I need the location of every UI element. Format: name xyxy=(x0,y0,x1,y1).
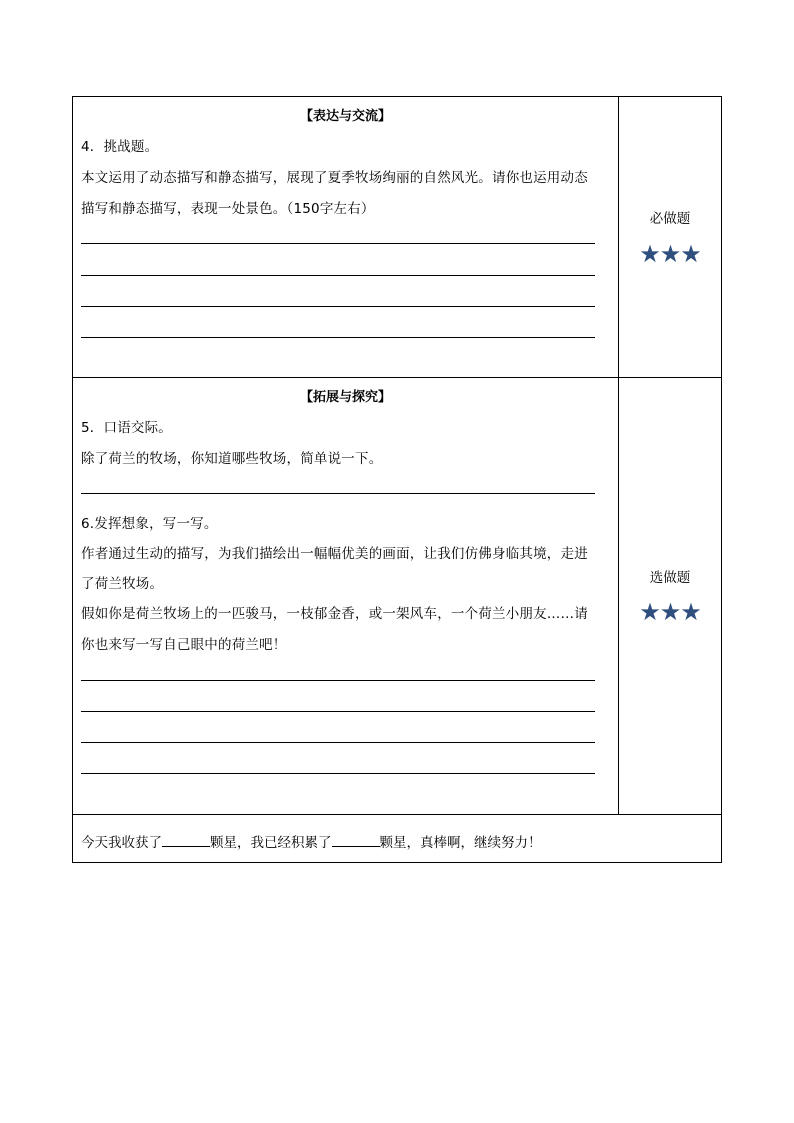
summary-part: 颗星，我已经积累了 xyxy=(210,835,332,851)
answer-line[interactable] xyxy=(81,337,595,338)
difficulty-cell xyxy=(619,378,721,814)
star-rating: ★★★ xyxy=(639,598,701,626)
optional-label: 选做题 xyxy=(649,570,691,586)
difficulty-cell xyxy=(619,97,721,377)
question-number: 4．挑战题。 xyxy=(81,139,159,155)
answer-line[interactable] xyxy=(81,306,595,307)
expression-section xyxy=(73,97,721,378)
summary-part: 今天我收获了 xyxy=(81,835,162,851)
summary-row xyxy=(73,815,721,862)
expression-content xyxy=(73,97,619,377)
summary-sentence xyxy=(81,831,542,851)
answer-line[interactable] xyxy=(81,711,595,712)
answer-line[interactable] xyxy=(81,680,595,681)
section-heading: 【拓展与探究】 xyxy=(299,390,391,405)
question-number: 6.发挥想象，写一写。 xyxy=(81,516,218,532)
stars-total-blank[interactable] xyxy=(332,835,380,847)
answer-line[interactable] xyxy=(81,742,595,743)
question-prompt: 描写和静态描写，表现一处景色。（150字左右） xyxy=(81,201,375,217)
required-label: 必做题 xyxy=(649,211,691,227)
question-prompt: 本文运用了动态描写和静态描写，展现了夏季牧场绚丽的自然风光。请你也运用动态 xyxy=(81,170,588,186)
answer-line[interactable] xyxy=(81,275,595,276)
question-prompt: 假如你是荷兰牧场上的一匹骏马，一枝郁金香，或一架风车，一个荷兰小朋友……请 xyxy=(81,606,588,622)
worksheet-table xyxy=(72,96,722,863)
answer-line[interactable] xyxy=(81,243,595,244)
section-heading: 【表达与交流】 xyxy=(299,109,391,124)
stars-earned-blank[interactable] xyxy=(162,835,210,847)
question-prompt: 除了荷兰的牧场，你知道哪些牧场，简单说一下。 xyxy=(81,451,383,467)
question-prompt: 你也来写一写自己眼中的荷兰吧！ xyxy=(81,637,287,653)
answer-line[interactable] xyxy=(81,493,595,494)
answer-line[interactable] xyxy=(81,773,595,774)
question-prompt: 了荷兰牧场。 xyxy=(81,576,164,592)
question-number: 5．口语交际。 xyxy=(81,420,172,436)
exploration-content xyxy=(73,378,619,814)
question-prompt: 作者通过生动的描写，为我们描绘出一幅幅优美的画面，让我们仿佛身临其境，走进 xyxy=(81,546,588,562)
summary-part: 颗星，真棒啊，继续努力！ xyxy=(379,835,542,851)
star-rating: ★★★ xyxy=(639,240,701,268)
exploration-section xyxy=(73,378,721,815)
